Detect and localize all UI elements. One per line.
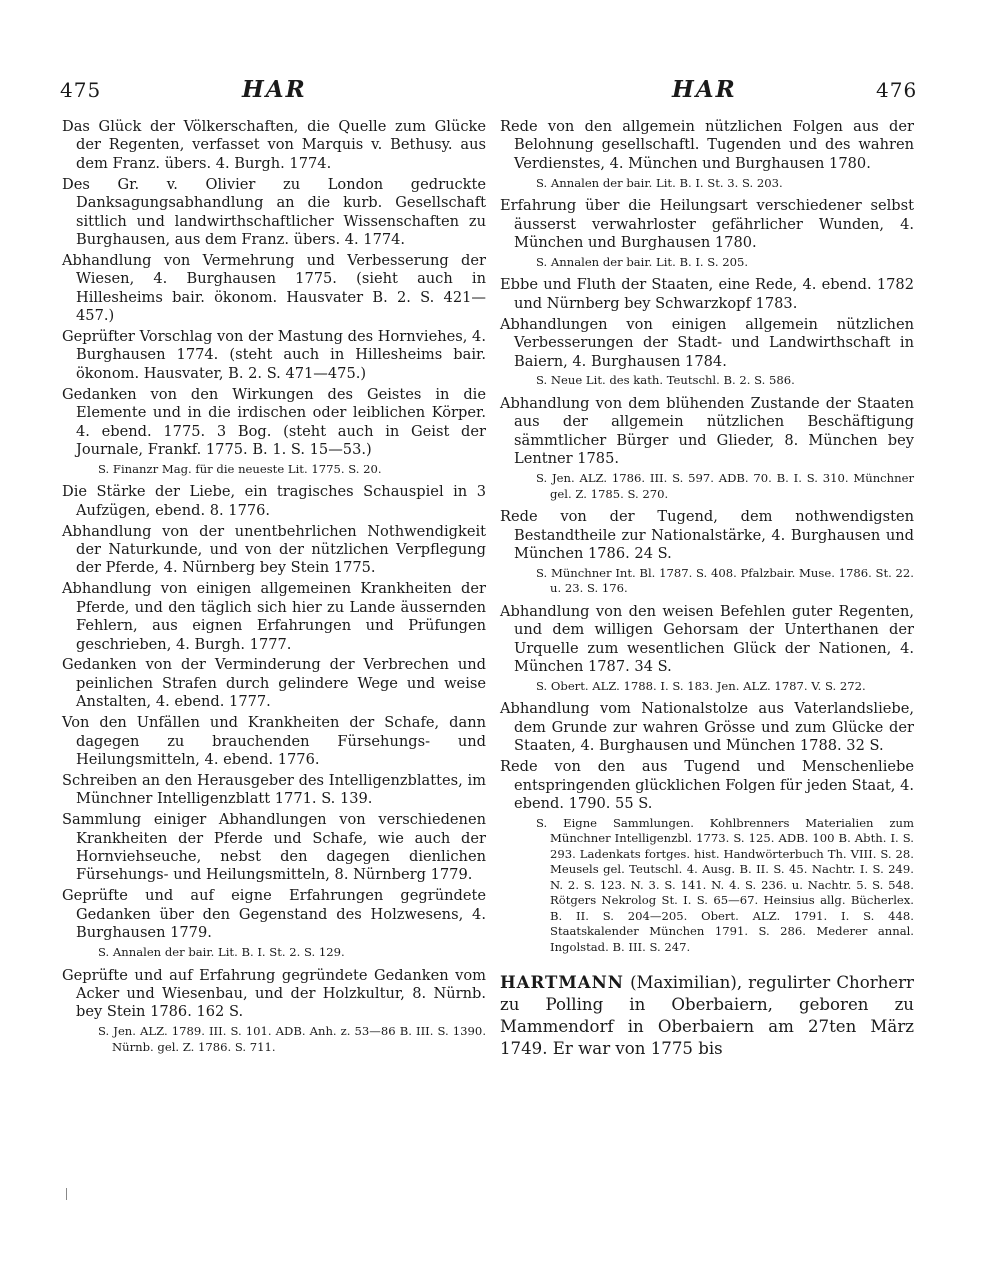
bibliography-entry: Gedanken von den Wirkungen des Geistes in die Elemente und in die irdischen oder leiblichen Körper. 4. ebend. 1775. 3 Bog. (steht auch in Geist der Journale, Frankf. 1775. B. 1. S. 15—53.) <box>62 385 486 458</box>
bibliography-entry: Geprüfte und auf eigne Erfahrungen gegründete Gedanken über den Gegenstand des Holzwesens, 4. Burghausen 1779. <box>62 887 486 942</box>
bibliography-entry: Schreiben an den Herausgeber des Intelligenzblattes, im Münchner Intelligenzblatt 1771. S. 139. <box>62 771 486 808</box>
bibliography-entry: Erfahrung über die Heilungsart verschiedener selbst äusserst verwahrloster gefährlicher Wunden, 4. München und Burghausen 1780. <box>500 197 914 252</box>
bibliography-entry: Gedanken von der Verminderung der Verbrechen und peinlichen Strafen durch gelindere Wege und weise Anstalten, 4. ebend. 1777. <box>62 656 486 711</box>
reference-note: S. Annalen der bair. Lit. B. I. St. 3. S. 203. <box>536 175 783 190</box>
bibliography-entry: Rede von der Tugend, dem nothwendigsten Bestandtheile zur Nationalstärke, 4. Burghausen und München 1786. 24 S. <box>500 508 914 562</box>
bibliography-entry: Die Stärke der Liebe, ein tragisches Schauspiel in 3 Aufzügen, ebend. 8. 1776. <box>62 483 486 519</box>
reference-note: S. Finanzr Mag. für die neueste Lit. 1775. S. 20. <box>98 461 382 476</box>
bibliography-entry: Abhandlung von Vermehrung und Verbesserung der Wiesen, 4. Burghausen 1775. (sieht auch in Hillesheims bair. ökonom. Hausvater B. 2. S. 421—457.) <box>62 251 486 325</box>
right-column-entries <box>500 118 914 955</box>
bibliography-entry: Sammlung einiger Abhandlungen von verschiedenen Krankheiten der Pferde und Schafe, wie auch der Hornviehseuche, nebst den dagegen dienlichen Fürsehungs- und Heilungsmitteln, 8. Nürnberg 1779. <box>62 811 486 884</box>
bibliography-entry: Abhandlung von dem blühenden Zustande der Staaten aus der allgemein nützlichen Beschäftigung sämmtlicher Bürger und Glieder, 8. München bey Lentner 1785. <box>500 394 914 468</box>
bibliography-entry: Abhandlung von den weisen Befehlen guter Regenten, und dem willigen Gehorsam der Unterthanen der Urquelle zum wesentlichen Glück der Nationen, 4. München 1787. 34 S. <box>500 602 914 676</box>
bibliography-entry: Rede von den aus Tugend und Menschenliebe entspringenden glücklichen Folgen für jeden Staat, 4. ebend. 1790. 55 S. <box>500 758 914 812</box>
reference-note: S. Obert. ALZ. 1788. I. S. 183. Jen. ALZ. 1787. V. S. 272. <box>536 678 866 693</box>
bibliography-entry: Geprüfter Vorschlag von der Mastung des Hornviehes, 4. Burghausen 1774. (steht auch in Hillesheims bair. ökonom. Hausvater, B. 2. S. 471—475.) <box>62 327 486 382</box>
left-page-number: 475 <box>60 78 102 102</box>
biography-entry <box>500 971 914 1060</box>
bibliography-entry: Abhandlungen von einigen allgemein nützlichen Verbesserungen der Stadt- und Landwirthschaft in Baiern, 4. Burghausen 1784. <box>500 315 914 370</box>
reference-note: S. Münchner Int. Bl. 1787. S. 408. Pfalzbair. Muse. 1786. St. 22. u. 23. S. 176. <box>536 565 914 596</box>
biography-text: (Maximilian), regulirter Chorherr zu Polling in Oberbaiern, geboren zu Mammendorf in Oberbaiern am 27ten März 1749. Er war von 1775 bis <box>500 973 914 1059</box>
right-column <box>500 118 914 1060</box>
left-column <box>62 118 486 1061</box>
left-running-head: HAR <box>242 76 307 103</box>
reference-note: S. Neue Lit. des kath. Teutschl. B. 2. S. 586. <box>536 373 795 388</box>
reference-note: S. Eigne Sammlungen. Kohlbrenners Materialien zum Münchner Intelligenzbl. 1773. S. 125. ADB. 100 B. Abth. I. S. 293. Ladenkats fortges. hist. Handwörterbuch Th. VIII. S. 28. Meusels gel. Teutschl. 4. Ausg. B. II. S. 45. Nachtr. I. S. 249. N. 2. S. 123. N. 3. S. 141. N. 4. S. 236. u. Nachtr. 5. S. 548. Rötgers Nekrolog St. I. S. 65—67. Heinsius allg. Bücherlex. B. II. S. 204—205. Obert. ALZ. 1791. I. S. 448. Staatskalender München 1791. S. 286. Mederer annal. Ingolstad. B. III. S. 247. <box>536 815 914 954</box>
bibliography-entry: Abhandlung vom Nationalstolze aus Vaterlandsliebe, dem Grunde zur wahren Grösse und zum Glücke der Staaten, 4. Burghausen und München 1788. 32 S. <box>500 700 914 755</box>
bibliography-entry: Rede von den allgemein nützlichen Folgen aus der Belohnung gesellschaftl. Tugenden und des wahren Verdienstes, 4. München und Burghausen 1780. <box>500 118 914 172</box>
reference-note: S. Annalen der bair. Lit. B. I. S. 205. <box>536 254 749 269</box>
page-mark <box>66 1188 67 1200</box>
bibliography-entry: Ebbe und Fluth der Staaten, eine Rede, 4. ebend. 1782 und Nürnberg bey Schwarzkopf 1783. <box>500 276 914 312</box>
biography-name: HARTMANN <box>500 972 624 993</box>
reference-note: S. Jen. ALZ. 1786. III. S. 597. ADB. 70. B. I. S. 310. Münchner gel. Z. 1785. S. 270. <box>536 471 914 501</box>
reference-note: S. Jen. ALZ. 1789. III. S. 101. ADB. Anh. z. 53—86 B. III. S. 1390. Nürnb. gel. Z. 1786. S. 711. <box>98 1024 486 1054</box>
bibliography-entry: Abhandlung von einigen allgemeinen Krankheiten der Pferde, und den täglich sich hier zu Lande äussernden Fehlern, aus eignen Erfahrungen und Prüfungen geschrieben, 4. Burgh. 1777. <box>62 580 486 653</box>
right-page-number: 476 <box>876 78 918 102</box>
bibliography-entry: Abhandlung von der unentbehrlichen Nothwendigkeit der Naturkunde, und von der nützlichen Verpflegung der Pferde, 4. Nürnberg bey Stein 1775. <box>62 522 486 577</box>
bibliography-entry: Des Gr. v. Olivier zu London gedruckte Danksagungsabhandlung an die kurb. Gesellschaft sittlich und landwirthschaftlicher Wissenschaften zu Burghausen, aus dem Franz. übers. 4. 1774. <box>62 175 486 248</box>
bibliography-entry: Das Glück der Völkerschaften, die Quelle zum Glücke der Regenten, verfasset von Marquis v. Bethusy. aus dem Franz. übers. 4. Burgh. 1774. <box>62 118 486 172</box>
page-header <box>0 78 1000 112</box>
bibliography-entry: Geprüfte und auf Erfahrung gegründete Gedanken vom Acker und Wiesenbau, und der Holzkultur, 8. Nürnb. bey Stein 1786. 162 S. <box>62 966 486 1021</box>
reference-note: S. Annalen der bair. Lit. B. I. St. 2. S. 129. <box>98 945 345 960</box>
right-running-head: HAR <box>672 76 737 103</box>
bibliography-entry: Von den Unfällen und Krankheiten der Schafe, dann dagegen zu brauchenden Fürsehungs- und Heilungsmitteln, 4. ebend. 1776. <box>62 714 486 768</box>
